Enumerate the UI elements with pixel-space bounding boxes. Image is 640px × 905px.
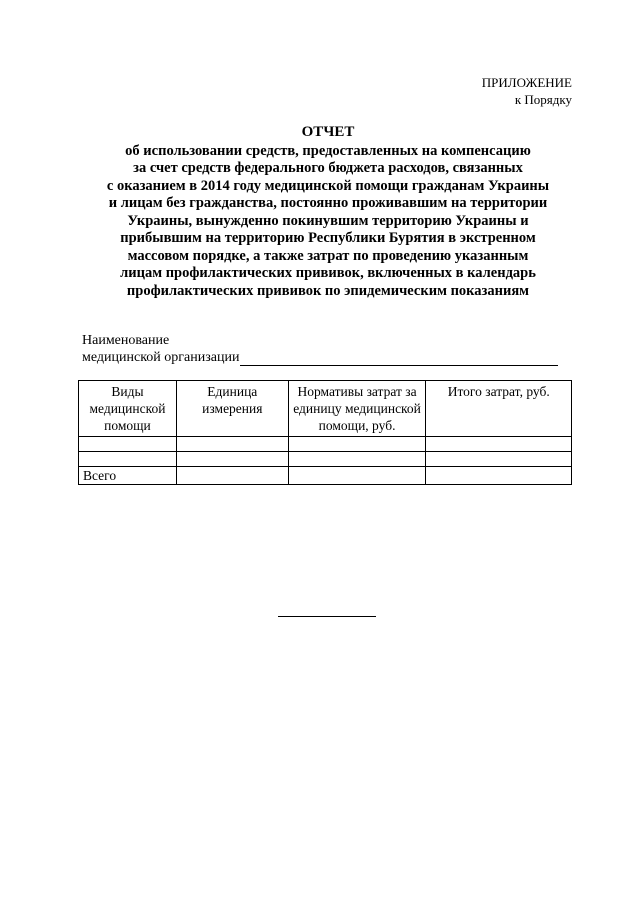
report-title-description: [40, 143, 616, 301]
header-care-types: Виды медицинской помощи: [79, 381, 177, 437]
organization-field: [82, 332, 558, 366]
table-cell[interactable]: [176, 467, 288, 485]
table-cell[interactable]: [288, 452, 426, 467]
org-name-blank-line[interactable]: [240, 351, 558, 366]
title-line: Украины, вынужденно покинувшим территорию Украины и: [127, 212, 529, 229]
table-header-row: [79, 381, 572, 437]
table-cell[interactable]: [79, 437, 177, 452]
table-row: [79, 437, 572, 452]
table-cell[interactable]: [426, 452, 572, 467]
report-table: [78, 380, 572, 485]
appendix-subtitle: к Порядку: [514, 92, 572, 107]
appendix-header: [482, 74, 572, 108]
title-line: массовом порядке, а также затрат по проведению указанным: [127, 247, 529, 264]
table-cell[interactable]: [426, 467, 572, 485]
header-unit: Единица измерения: [176, 381, 288, 437]
header-cost-norm: Нормативы затрат за единицу медицинской помощи, руб.: [288, 381, 426, 437]
table-cell[interactable]: [288, 467, 426, 485]
signature-line: [278, 616, 376, 617]
table-cell[interactable]: [79, 452, 177, 467]
table-cell[interactable]: [176, 452, 288, 467]
title-line: лицам профилактических прививок, включенных в календарь: [120, 265, 536, 281]
table-cell[interactable]: [426, 437, 572, 452]
org-label-row: [82, 349, 558, 366]
title-line: прибывшим на территорию Республики Бурятия в экстренном: [120, 230, 536, 246]
title-line: профилактических прививок по эпидемическим показаниям: [126, 282, 530, 299]
title-line: за счет средств федерального бюджета расходов, связанных: [133, 160, 523, 176]
header-total-cost: Итого затрат, руб.: [426, 381, 572, 437]
title-line: с оказанием в 2014 году медицинской помощи гражданам Украины: [106, 177, 550, 194]
total-label: Всего: [79, 467, 177, 485]
table-cell[interactable]: [176, 437, 288, 452]
title-line: и лицам без гражданства, постоянно проживавшим на территории: [108, 195, 548, 211]
report-title: ОТЧЕТ: [301, 124, 355, 140]
appendix-title: ПРИЛОЖЕНИЕ: [481, 75, 572, 90]
title-line: об использовании средств, предоставленных на компенсацию: [125, 142, 531, 159]
org-label-line2: медицинской организации: [82, 350, 240, 365]
org-label-line1: Наименование: [82, 333, 170, 348]
table-row: [79, 452, 572, 467]
table-cell[interactable]: [288, 437, 426, 452]
report-title-block: [40, 124, 616, 300]
table-total-row: [79, 467, 572, 485]
